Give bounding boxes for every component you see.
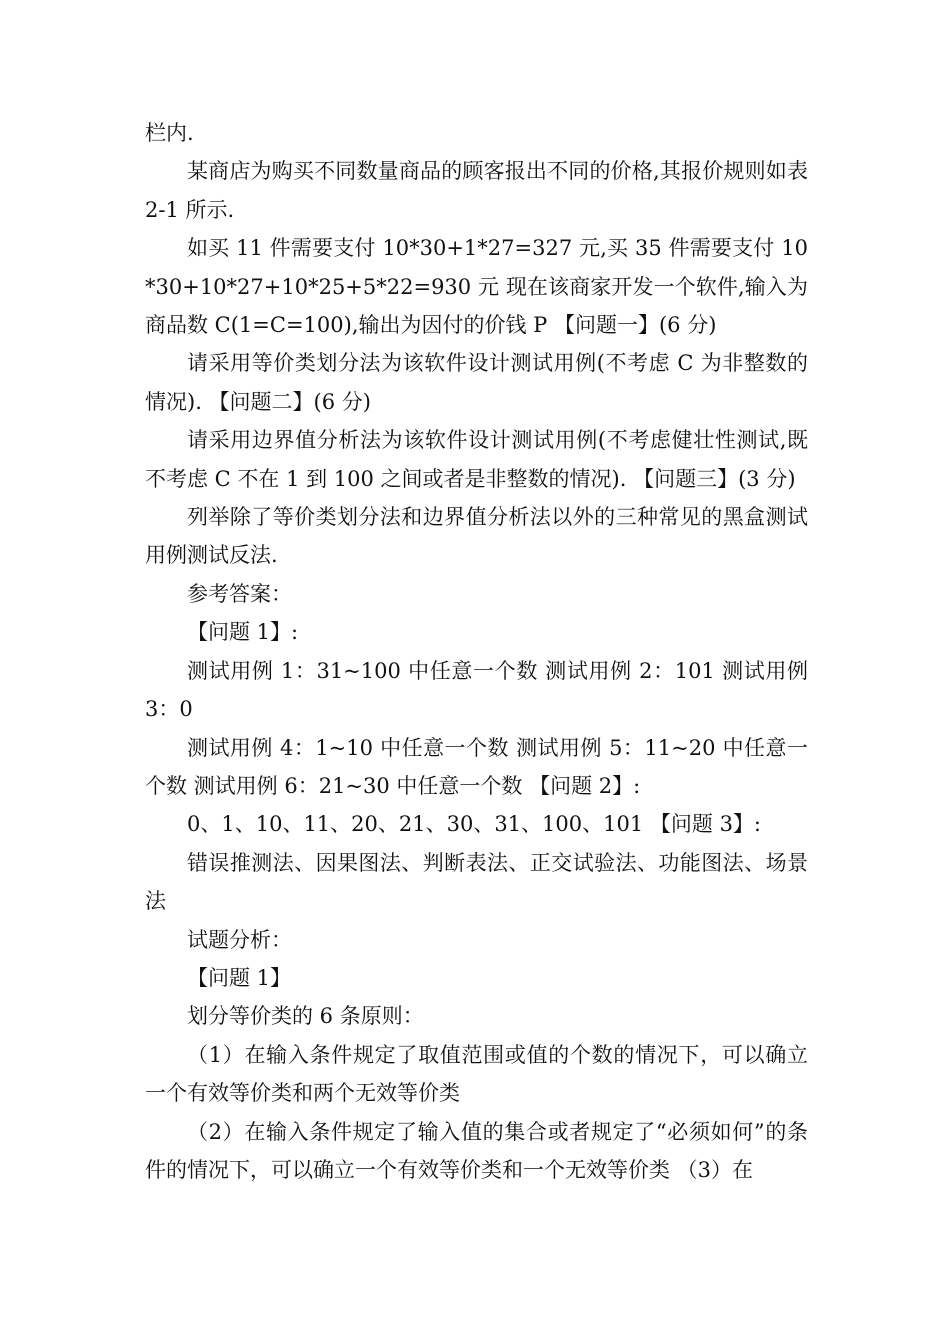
paragraph-principle-1: （1）在输入条件规定了取值范围或值的个数的情况下，可以确立一个有效等价类和两个无效等价类 <box>145 1042 808 1106</box>
paragraph-equivalence-class-task: 请采用等价类划分法为该软件设计测试用例(不考虑 C 为非整数的情况). 【问题二】(6 分) <box>145 351 808 414</box>
paragraph-test-cases-4-6: 测试用例 4：1~10 中任意一个数 测试用例 5：11~20 中任意一个数 测试用例 6：21~30 中任意一个数 【问题 2】: <box>145 735 808 798</box>
paragraph-principle-2: （2）在输入条件规定了输入值的集合或者规定了“必须如何”的条件的情况下，可以确立一个有效等价类和一个无效等价类 （3）在 <box>145 1119 808 1182</box>
paragraph-example-and-question-1: 如买 11 件需要支付 10*30+1*27=327 元,买 35 件需要支付 10*30+10*27+10*25+5*22=930 元 现在该商家开发一个软件,输入为商品数 C(1=C=100),输出为因付的价钱 P 【问题一】(6 分) <box>145 236 808 338</box>
paragraph-answer-question-1-heading: 【问题 1】: <box>187 620 299 645</box>
paragraph-analysis-question-1-heading: 【问题 1】 <box>187 965 292 990</box>
paragraph-analysis-heading: 试题分析： <box>187 927 292 952</box>
paragraph-answer-heading: 参考答案： <box>187 581 292 606</box>
paragraph-continuation: 栏内. <box>145 121 194 145</box>
paragraph-boundary-value-task: 请采用边界值分析法为该软件设计测试用例(不考虑健壮性测试,既不考虑 C 不在 1 到 100 之间或者是非整数的情况). 【问题三】(3 分) <box>145 428 808 491</box>
paragraph-other-methods: 错误推测法、因果图法、判断表法、正交试验法、功能图法、场景法 <box>145 850 808 914</box>
paragraph-pricing-rule: 某商店为购买不同数量商品的顾客报出不同的价格,其报价规则如表 2-1 所示. <box>145 159 808 222</box>
paragraph-boundary-values: 0、1、10、11、20、21、30、31、100、101 【问题 3】: <box>187 812 762 837</box>
document-page <box>145 114 808 1189</box>
paragraph-black-box-methods-task: 列举除了等价类划分法和边界值分析法以外的三种常见的黑盒测试用例测试反法. <box>145 505 808 568</box>
paragraph-six-principles: 划分等价类的 6 条原则： <box>187 1004 424 1029</box>
paragraph-test-cases-1-3: 测试用例 1：31~100 中任意一个数 测试用例 2：101 测试用例 3：0 <box>145 658 808 722</box>
